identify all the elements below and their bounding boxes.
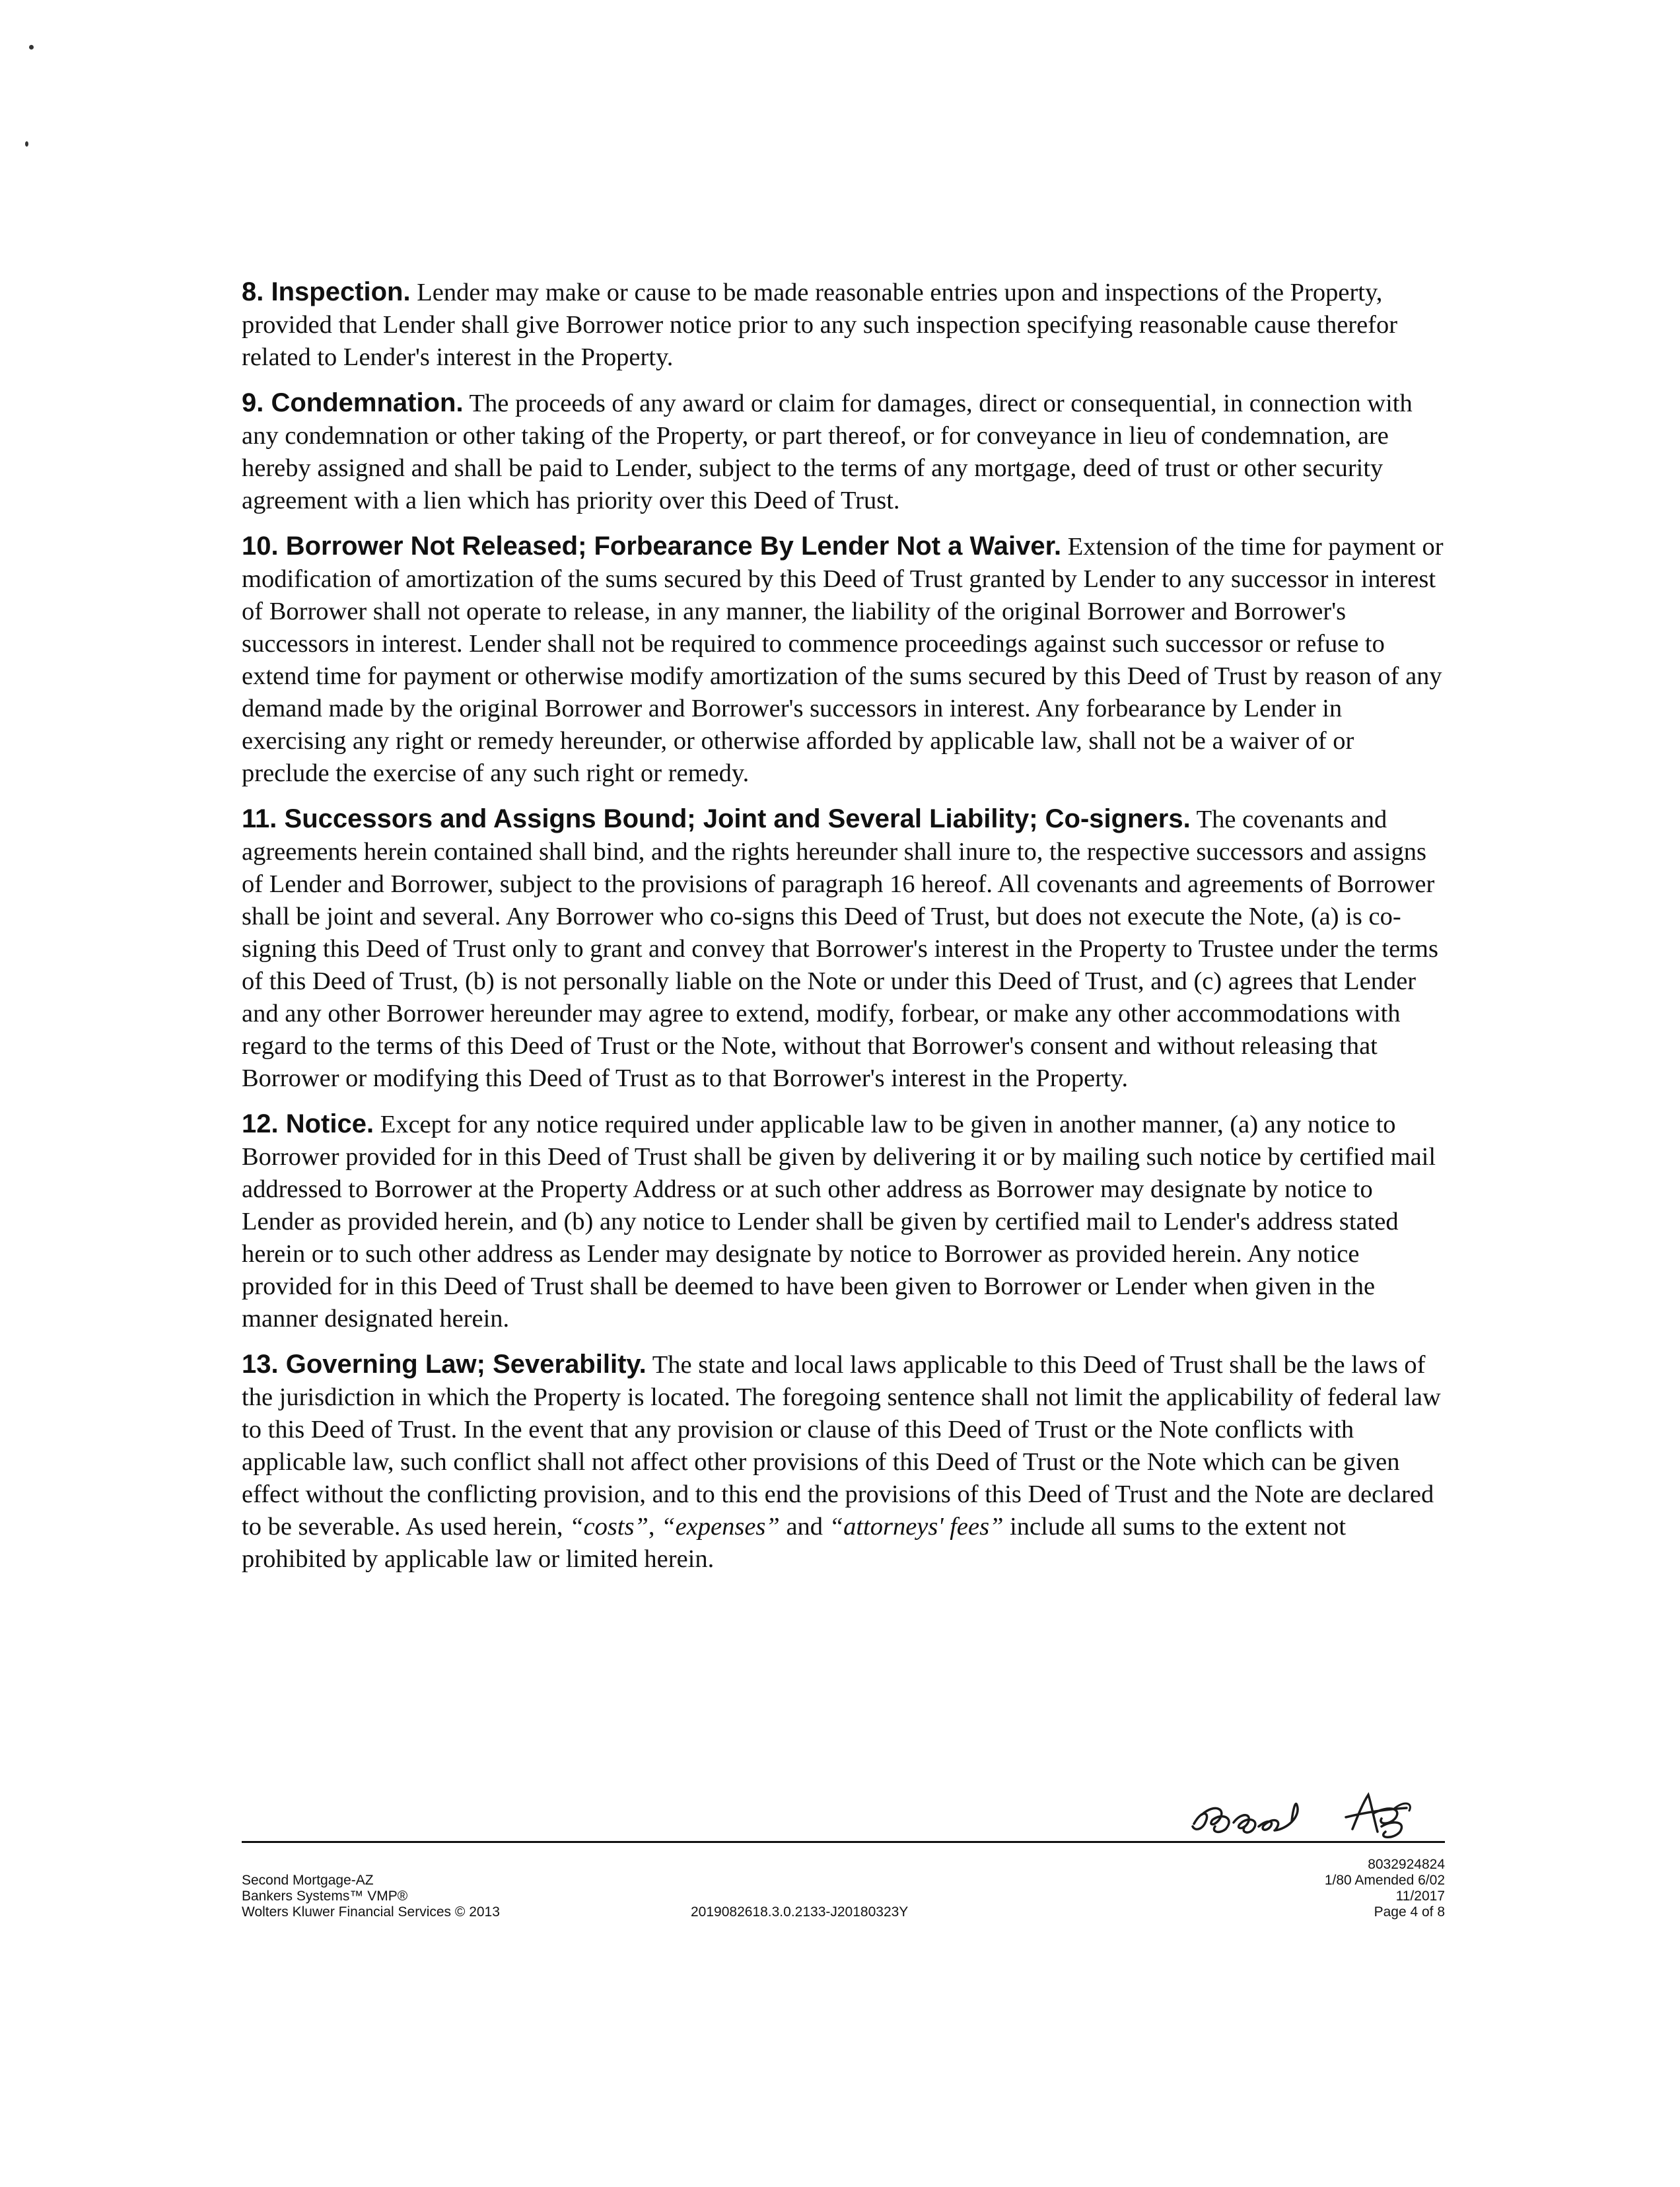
footer-form-revision: 1/80 Amended 6/02 [1324,1873,1445,1888]
section-heading: 12. Notice. [242,1109,374,1138]
scan-speck [25,141,28,147]
section-text: Lender may make or cause to be made reasonable entries upon and inspections of the Property, provided that Lender shall give Borrower notice prior to any such inspection specifying reasonable cause therefor related to Lender's interest in the Property. [242,279,1398,371]
section-text: Extension of the time for payment or modification of amortization of the sums secured by this Deed of Trust granted by Lender to any successor in interest of Borrower shall not operate to release, in any manner, the liability of the original Borrower and Borrower's successors in interest. Lender shall not be required to commence proceedings against such successor or refuse to extend time for payment or otherwise modify amortization of the sums secured by this Deed of Trust by reason of any demand made by the original Borrower and Borrower's successors in interest. Any forbearance by Lender in exercising any right or remedy hereunder, or otherwise afforded by applicable law, shall not be a waiver of or preclude the exercise of any such right or remedy. [242,533,1444,787]
section-text-separator: and [779,1513,829,1541]
borrower-initials [1175,1783,1453,1844]
section-heading: 11. Successors and Assigns Bound; Joint and Several Liability; Co-signers. [242,804,1191,833]
footer-loan-number: 8032924824 [1368,1857,1445,1872]
document-body [242,276,1446,1589]
section-successors-and-assigns [242,803,1446,1095]
footer-divider [242,1841,1445,1843]
section-text: The proceeds of any award or claim for damages, direct or consequential, in connection with any condemnation or other taking of the Property, or part thereof, or for conveyance in lieu of condemnation, are hereby assigned and shall be paid to Lender, subject to the terms of any mortgage, deed of trust or other security agreement with a lien which has priority over this Deed of Trust. [242,390,1413,514]
footer-form-name: Second Mortgage-AZ [242,1873,374,1888]
section-heading: 13. Governing Law; Severability. [242,1350,647,1379]
initials-signature-graphic [1175,1783,1453,1844]
section-text: The state and local laws applicable to this Deed of Trust shall be the laws of the jurisdiction in which the Property is located. The foregoing sentence shall not limit the applicability of federal law to this Deed of Trust. In the event that any provision or clause of this Deed of Trust or the Note conflicts with applicable law, such conflict shall not affect other provisions of this Deed of Trust or the Note which can be given effect without the conflicting provision, and to this end the provisions of this Deed of Trust and the Note are declared to be severable. As used herein, [242,1351,1441,1541]
section-inspection [242,276,1446,374]
defined-term-expenses: “expenses” [661,1513,780,1541]
section-governing-law [242,1348,1446,1576]
section-notice [242,1108,1446,1335]
section-heading: 8. Inspection. [242,277,411,306]
footer-form-info [242,1873,500,1920]
section-borrower-not-released [242,530,1446,790]
footer-page-info [1325,1857,1445,1920]
footer-form-vendor: Bankers Systems™ VMP® [242,1889,408,1904]
defined-term-costs: “costs” [569,1513,648,1541]
section-text: Except for any notice required under applicable law to be given in another manner, (a) any notice to Borrower provided for in this Deed of Trust shall be given by delivering it or by mailing such notice by certified mail addressed to Borrower at the Property Address or at such other address as Borrower may designate by notice to Lender as provided herein, and (b) any notice to Lender shall be given by certified mail to Lender's address stated herein or to such other address as Lender may designate by notice to Borrower as provided herein. Any notice provided for in this Deed of Trust shall be deemed to have been given to Borrower or Lender when given in the manner designated herein. [242,1111,1436,1333]
section-text: The covenants and agreements herein contained shall bind, and the rights hereunder shall inure to, the respective successors and assigns of Lender and Borrower, subject to the provisions of paragraph 16 hereof. All covenants and agreements of Borrower shall be joint and several. Any Borrower who co-signs this Deed of Trust, but does not execute the Note, (a) is co-signing this Deed of Trust only to grant and convey that Borrower's interest in the Property to Trustee under the terms of this Deed of Trust, (b) is not personally liable on the Note or under this Deed of Trust, and (c) agrees that Lender and any other Borrower hereunder may agree to extend, modify, forbear, or make any other accommodations with regard to the terms of this Deed of Trust or the Note, without that Borrower's consent and without releasing that Borrower or modifying this Deed of Trust as to that Borrower's interest in the Property. [242,806,1438,1092]
footer-copyright: Wolters Kluwer Financial Services © 2013 [242,1904,500,1920]
footer-page-number: Page 4 of 8 [1374,1904,1445,1920]
section-heading: 10. Borrower Not Released; Forbearance By Lender Not a Waiver. [242,532,1062,561]
section-text: include all sums to the extent not prohibited by applicable law or limited herein. [242,1513,1347,1573]
defined-term-attorneys-fees: “attorneys' fees” [829,1513,1004,1541]
section-heading: 9. Condemnation. [242,388,464,417]
section-condemnation [242,387,1446,517]
scan-speck [29,45,34,50]
footer-form-date: 11/2017 [1395,1889,1445,1904]
footer-document-code: 2019082618.3.0.2133-J20180323Y [691,1904,909,1920]
section-text-separator: , [648,1513,662,1541]
